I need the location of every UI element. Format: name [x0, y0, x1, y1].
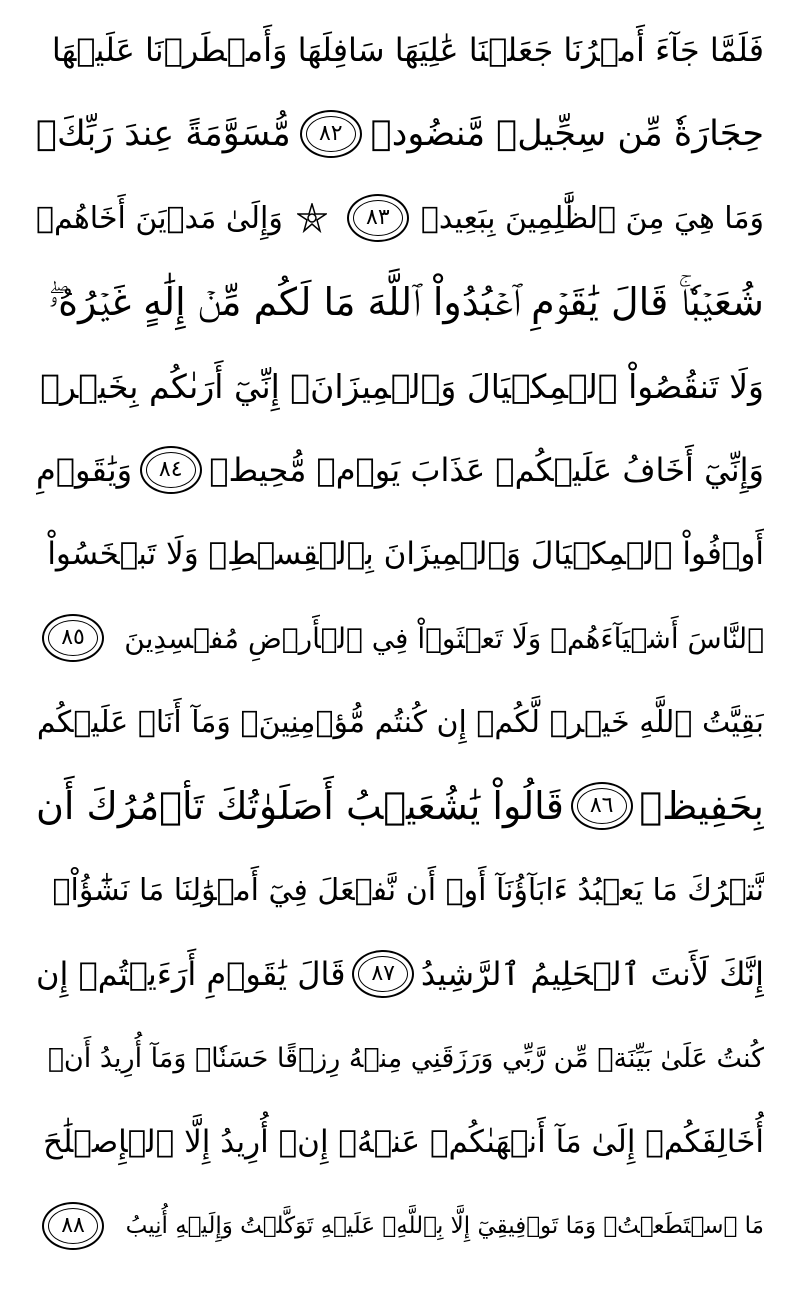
- verse-text: وَيَٰقَوۡمِ: [36, 451, 133, 489]
- verse-text: وَإِنِّيٓ أَخَافُ عَلَيۡكُمۡ عَذَابَ يَوۡمٖ مُّحِيطٖ: [209, 451, 764, 489]
- verse-text: وَلَا تَنقُصُواْ ٱلۡمِكۡيَالَ وَٱلۡمِيزَانَۚ إِنِّيٓ أَرَىٰكُم بِخَيۡرٖ: [40, 366, 764, 406]
- ayah-number-marker: ٨٥: [42, 614, 104, 662]
- text-line-4: [36, 260, 764, 344]
- text-line-14: [36, 1100, 764, 1184]
- verse-text: بَقِيَّتُ ٱللَّهِ خَيۡرٞ لَّكُمۡ إِن كُنتُم مُّؤۡمِنِينَۚ وَمَآ أَنَا۠ عَلَيۡكُم: [36, 704, 764, 740]
- verse-text: قَالُواْ يَٰشُعَيۡبُ أَصَلَوٰتُكَ تَأۡمُرُكَ أَن: [36, 784, 564, 828]
- verse-text: شُعَيۡبٗاۚ قَالَ يَٰقَوۡمِ ٱعۡبُدُواْ ٱللَّهَ مَا لَكُم مِّنۡ إِلَٰهٍ غَيۡرُهُۥۖ: [48, 279, 764, 324]
- text-line-6: [36, 428, 764, 512]
- verse-text: إِنَّكَ لَأَنتَ ٱلۡحَلِيمُ ٱلرَّشِيدُ: [420, 955, 764, 993]
- verse-text: أُخَالِفَكُمۡ إِلَىٰ مَآ أَنۡهَىٰكُمۡ عَنۡهُۚ إِنۡ أُرِيدُ إِلَّا ٱلۡإِصۡلَٰحَ: [42, 1124, 764, 1160]
- verse-text: بِحَفِيظٖ: [639, 784, 764, 828]
- verse-text: مَا ٱسۡتَطَعۡتُۚ وَمَا تَوۡفِيقِيٓ إِلَّا بِٱللَّهِۚ عَلَيۡهِ تَوَكَّلۡتُ وَإِلَيۡهِ أُنِيبُ: [125, 1213, 764, 1239]
- text-line-3: [36, 176, 764, 260]
- ayah-number-marker: ٨٨: [42, 1202, 104, 1250]
- text-line-2: [36, 92, 764, 176]
- ayah-number-marker: ٨٤: [140, 446, 202, 494]
- text-line-13: [36, 1016, 764, 1100]
- text-line-5: [36, 344, 764, 428]
- ayah-number-marker: ٨٣: [347, 194, 409, 242]
- text-line-9: [36, 680, 764, 764]
- verse-text: مُّسَوَّمَةً عِندَ رَبِّكَۖ: [36, 114, 291, 154]
- text-line-7: [36, 512, 764, 596]
- text-line-8: [36, 596, 764, 680]
- verse-text: وَإِلَىٰ مَدۡيَنَ أَخَاهُمۡ: [36, 200, 283, 236]
- verse-text: أَوۡفُواْ ٱلۡمِكۡيَالَ وَٱلۡمِيزَانَ بِٱلۡقِسۡطِۖ وَلَا تَبۡخَسُواْ: [47, 536, 764, 572]
- text-line-11: [36, 848, 764, 932]
- verse-text: وَمَا هِيَ مِنَ ٱلظَّٰلِمِينَ بِبَعِيدٖ: [420, 200, 764, 236]
- verse-text: فَلَمَّا جَآءَ أَمۡرُنَا جَعَلۡنَا عَٰلِيَهَا سَافِلَهَا وَأَمۡطَرۡنَا عَلَيۡهَا: [51, 31, 764, 69]
- ayah-number-marker: ٨٧: [352, 950, 414, 998]
- text-line-12: [36, 932, 764, 1016]
- text-line-10: [36, 764, 764, 848]
- verse-text: ٱلنَّاسَ أَشۡيَآءَهُمۡ وَلَا تَعۡثَوۡاْ فِي ٱلۡأَرۡضِ مُفۡسِدِينَ: [124, 621, 764, 655]
- verse-text: حِجَارَةٗ مِّن سِجِّيلٖ مَّنضُودٖ: [370, 114, 764, 154]
- ayah-number-marker: ٨٦: [571, 782, 633, 830]
- hizb-star-icon: [295, 201, 329, 235]
- ayah-number-marker: ٨٢: [300, 110, 362, 158]
- text-line-15: [36, 1184, 764, 1268]
- text-line-1: [36, 8, 764, 92]
- verse-text: قَالَ يَٰقَوۡمِ أَرَءَيۡتُمۡ إِن: [36, 955, 346, 993]
- verse-text: كُنتُ عَلَىٰ بَيِّنَةٖ مِّن رَّبِّي وَرَزَقَنِي مِنۡهُ رِزۡقًا حَسَنٗاۚ وَمَآ أُرِيدُ أَنۡ: [47, 1042, 764, 1074]
- verse-text: نَّتۡرُكَ مَا يَعۡبُدُ ءَابَآؤُنَآ أَوۡ أَن نَّفۡعَلَ فِيٓ أَمۡوَٰلِنَا مَا نَشَٰٓؤُاْۖ: [52, 872, 764, 908]
